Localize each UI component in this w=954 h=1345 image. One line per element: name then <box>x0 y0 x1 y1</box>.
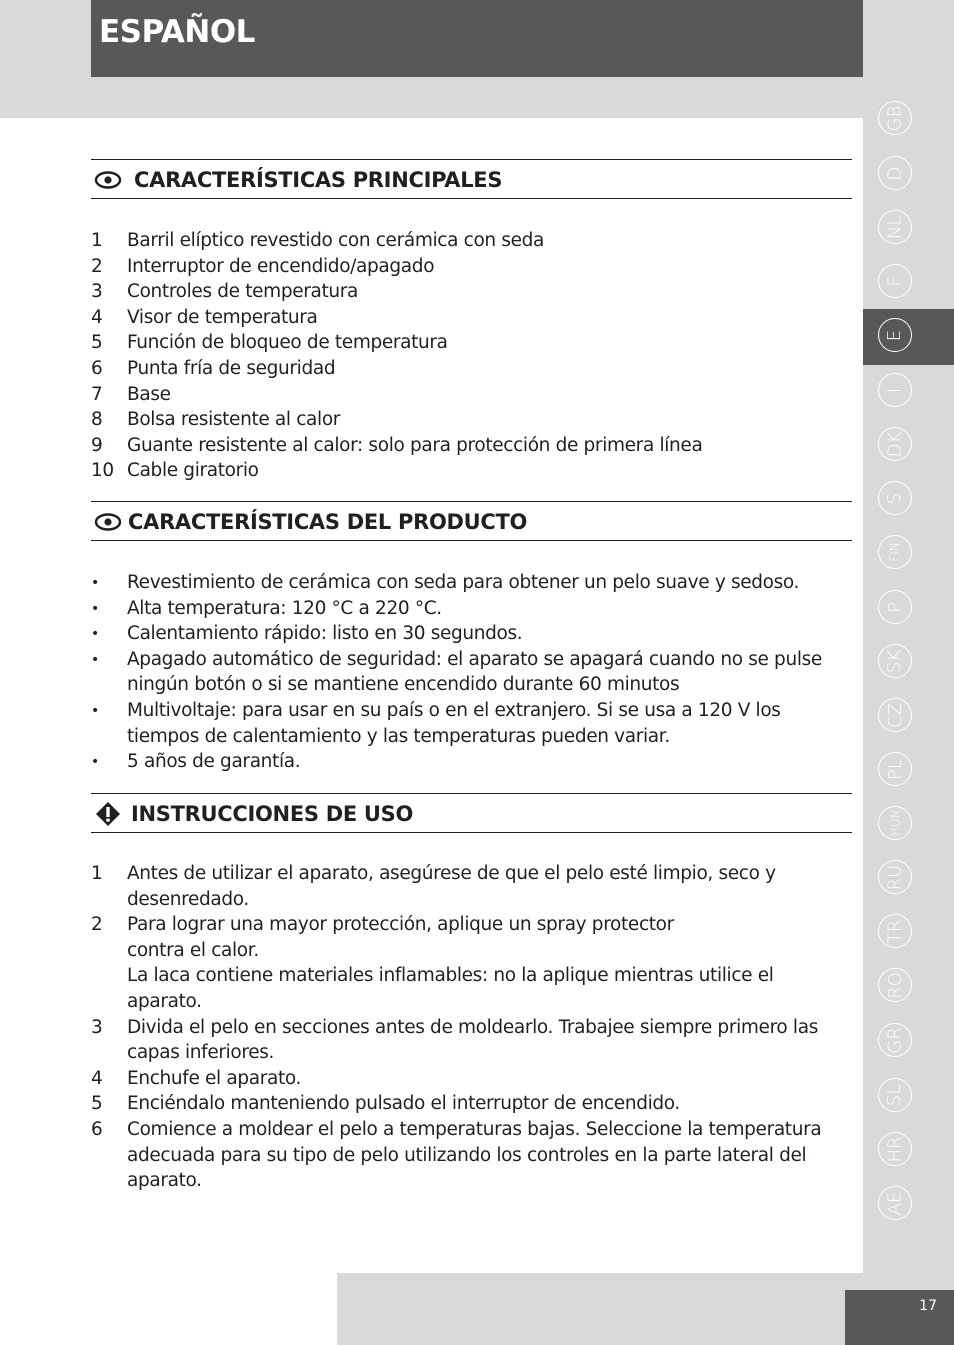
page-title: ESPAÑOL <box>99 14 255 50</box>
item-text: Alta temperatura: 120 °C a 220 °C. <box>127 597 442 619</box>
language-tab-fin[interactable] <box>878 535 912 569</box>
item-text: Antes de utilizar el aparato, asegúrese de que el pelo esté limpio, seco y <box>127 863 776 884</box>
bullet-marker: • <box>91 703 99 719</box>
list-item <box>0 647 954 673</box>
language-tab-label: FIN <box>887 542 902 562</box>
item-number: 2 <box>91 255 103 277</box>
item-number: 7 <box>91 383 103 405</box>
item-number: 2 <box>91 914 103 936</box>
item-number: 3 <box>91 281 103 303</box>
item-number: 4 <box>91 1067 103 1089</box>
list-item <box>0 228 954 254</box>
list-item <box>0 596 954 622</box>
language-tab-label: S <box>884 492 906 504</box>
item-text: capas inferiores. <box>127 1042 275 1064</box>
list-item <box>0 433 954 459</box>
section-header-instrucciones <box>91 793 852 833</box>
item-text: desenredado. <box>127 888 249 910</box>
item-text: La laca contiene materiales inflamables: no la aplique mientras utilice el <box>127 965 774 987</box>
language-tab-label: SL <box>884 1084 906 1106</box>
language-tab-label: AE <box>884 1191 906 1215</box>
list-item <box>0 330 954 356</box>
item-text: Revestimiento de cerámica con seda para obtener un pelo suave y sedoso. <box>127 572 800 593</box>
section-header-producto <box>91 501 852 541</box>
item-text: Cable giratorio <box>127 460 259 482</box>
list-item <box>0 749 954 775</box>
language-tab-label: HUN <box>887 809 902 837</box>
item-text: Multivoltaje: para usar en su país o en el extranjero. Si se usa a 120 V los <box>127 700 781 721</box>
item-text: contra el calor. <box>127 939 259 961</box>
language-tab-label: GR <box>884 1026 906 1054</box>
language-tab-label: E <box>884 329 906 341</box>
item-number: 8 <box>91 409 103 431</box>
language-tab-label: P <box>884 601 906 613</box>
list-item <box>0 407 954 433</box>
list-item <box>0 887 954 913</box>
language-tab-label: DK <box>884 431 906 457</box>
language-tab-label: SK <box>884 649 906 673</box>
language-tab-label: NL <box>884 215 906 239</box>
item-text: Para lograr una mayor protección, aplique un spray protector <box>127 914 674 936</box>
list-item <box>0 912 954 938</box>
item-text: Calentamiento rápido: listo en 30 segundos. <box>127 623 523 645</box>
bullet-marker: • <box>91 575 99 591</box>
item-text: ningún botón o si se mantiene encendido durante 60 minutos <box>127 674 680 696</box>
language-tab-label: RU <box>884 864 906 890</box>
language-tab-label: CZ <box>884 702 906 728</box>
item-text: aparato. <box>127 991 202 1012</box>
item-text: Enchufe el aparato. <box>127 1067 302 1089</box>
list-item <box>0 963 954 989</box>
item-text: Interruptor de encendido/apagado <box>127 255 435 277</box>
page-number: 17 <box>919 1298 937 1314</box>
item-number: 1 <box>91 230 103 251</box>
list-item <box>0 382 954 408</box>
list-item <box>0 1091 954 1117</box>
item-number: 4 <box>91 306 103 328</box>
item-text: aparato. <box>127 1170 202 1192</box>
item-text: Visor de temperatura <box>127 306 318 328</box>
list-item <box>0 305 954 331</box>
language-tab-label: PL <box>884 758 906 780</box>
list-item <box>0 989 954 1015</box>
language-tab-hun[interactable] <box>878 806 912 840</box>
warning-icon <box>94 801 122 827</box>
list-item <box>0 254 954 280</box>
eye-icon <box>94 511 122 533</box>
list-item <box>0 458 954 484</box>
item-text: Comience a moldear el pelo a temperaturas bajas. Seleccione la temperatura <box>127 1119 822 1140</box>
list-item <box>0 279 954 305</box>
list-item <box>0 724 954 750</box>
item-text: Punta fría de seguridad <box>127 358 336 379</box>
bullet-marker: • <box>91 754 99 771</box>
language-tab-d[interactable] <box>878 156 912 190</box>
language-tab-label: TR <box>884 919 906 943</box>
item-text: 5 años de garantía. <box>127 751 301 773</box>
list-item <box>0 570 954 596</box>
item-number: 6 <box>91 358 103 379</box>
item-text: Barril elíptico revestido con cerámica con seda <box>127 230 545 251</box>
list-item <box>0 1066 954 1092</box>
item-text: Controles de temperatura <box>127 281 359 303</box>
list-item <box>0 698 954 724</box>
list-item <box>0 672 954 698</box>
list-item <box>0 356 954 382</box>
list-item <box>0 1168 954 1194</box>
item-text: adecuada para su tipo de pelo utilizando los controles en la parte lateral del <box>127 1144 807 1166</box>
item-text: Función de bloqueo de temperatura <box>127 332 448 354</box>
language-tab-label: RO <box>884 971 906 999</box>
language-tab-label: HR <box>884 1135 906 1163</box>
language-tab-label: GB <box>884 105 906 131</box>
item-number: 10 <box>91 460 114 482</box>
language-tab-gb[interactable] <box>878 101 912 135</box>
item-text: Enciéndalo manteniendo pulsado el interruptor de encendido. <box>127 1093 680 1115</box>
item-text: Apagado automático de seguridad: el aparato se apagará cuando no se pulse <box>127 648 822 670</box>
list-item <box>0 861 954 887</box>
item-number: 5 <box>91 1093 103 1115</box>
list-item <box>0 1040 954 1066</box>
item-text: Divida el pelo en secciones antes de moldearlo. Trabajee siempre primero las <box>127 1016 818 1038</box>
section-title: INSTRUCCIONES DE USO <box>131 802 414 826</box>
item-number: 9 <box>91 434 103 456</box>
page-number-box <box>845 1290 954 1345</box>
item-number: 1 <box>91 863 103 884</box>
section-title: CARACTERÍSTICAS DEL PRODUCTO <box>128 510 528 534</box>
list-item <box>0 621 954 647</box>
list-item <box>0 1015 954 1041</box>
list-item <box>0 1117 954 1143</box>
language-tab-label: D <box>884 166 906 180</box>
item-text: tiempos de calentamiento y las temperaturas pueden variar. <box>127 725 670 747</box>
bullet-marker: • <box>91 600 99 617</box>
list-item <box>0 938 954 964</box>
eye-icon <box>94 169 122 191</box>
header-band <box>91 0 863 77</box>
bullet-marker: • <box>91 626 99 643</box>
item-number: 3 <box>91 1016 103 1038</box>
bullet-marker: • <box>91 651 99 668</box>
language-tab-label: I <box>884 387 906 393</box>
item-text: Bolsa resistente al calor <box>127 409 341 431</box>
section-header-principales <box>91 159 852 199</box>
item-number: 6 <box>91 1119 103 1140</box>
language-tab-s[interactable] <box>878 481 912 515</box>
item-text: Guante resistente al calor: solo para protección de primera línea <box>127 434 703 456</box>
language-tab-label: F <box>884 275 906 287</box>
item-number: 5 <box>91 332 103 354</box>
section-title: CARACTERÍSTICAS PRINCIPALES <box>134 168 503 192</box>
list-item <box>0 1143 954 1169</box>
item-text: Base <box>127 383 171 405</box>
